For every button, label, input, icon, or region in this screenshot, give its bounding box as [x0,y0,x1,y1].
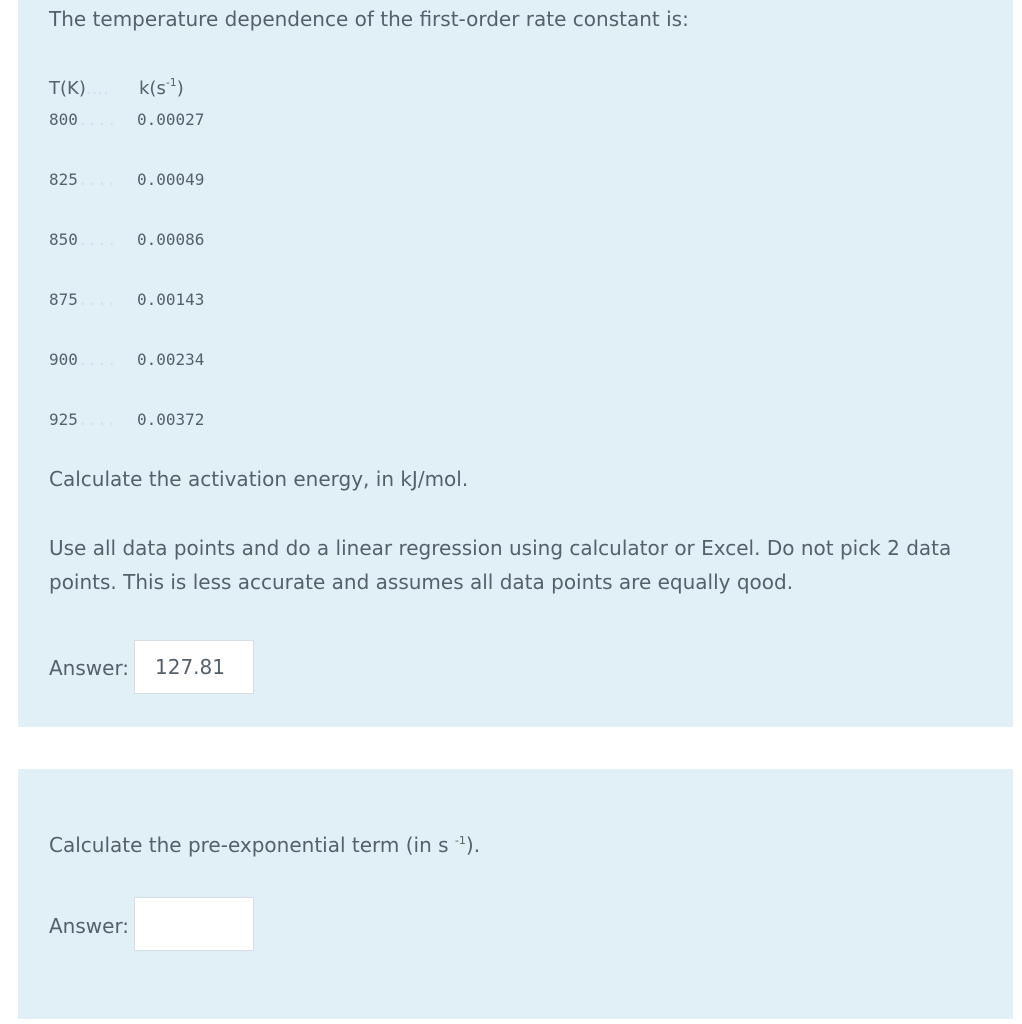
question-card-activation-energy [18,0,1013,727]
table-header [49,76,184,99]
temperature-value: 825 [49,170,78,189]
temperature-value: 925 [49,410,78,429]
answer-label: Answer: [49,656,130,680]
rate-constant-value: 0.00027 [137,110,205,129]
rate-constant-value: 0.00372 [137,410,205,429]
question-card-pre-exponential [18,769,1013,1019]
header-rate-constant: $k(s^{-1})$ [139,76,184,99]
table-row: 800.... 0.00027 [49,110,205,129]
header-temperature: T(K).... [49,78,109,99]
table-row: 925.... 0.00372 [49,410,205,429]
temperature-value: 875 [49,290,78,309]
question-instruction: Use all data points and do a linear regression using calculator or Excel. Do not pick 2 data points. This is less accurate and assumes all data points are equally qood. [49,536,952,594]
question-prompt: Calculate the activation energy, in kJ/mol. [49,467,469,491]
table-row: 825.... 0.00049 [49,170,205,189]
table-row: 900.... 0.00234 [49,350,205,369]
rate-constant-value: 0.00234 [137,350,205,369]
rate-constant-value: 0.00086 [137,230,205,249]
question-intro: The temperature dependence of the first-order rate constant is: [49,7,689,31]
table-row: 875.... 0.00143 [49,290,205,309]
answer-label: Answer: [49,914,130,938]
temperature-value: 850 [49,230,78,249]
question-prompt: Calculate the pre-exponential term (in s $^{-1}$). [49,833,481,857]
temperature-value: 900 [49,350,78,369]
temperature-value: 800 [49,110,78,129]
answer-input[interactable] [134,897,254,951]
table-row: 850.... 0.00086 [49,230,205,249]
answer-input[interactable] [134,640,254,694]
rate-constant-value: 0.00143 [137,290,205,309]
rate-constant-value: 0.00049 [137,170,205,189]
